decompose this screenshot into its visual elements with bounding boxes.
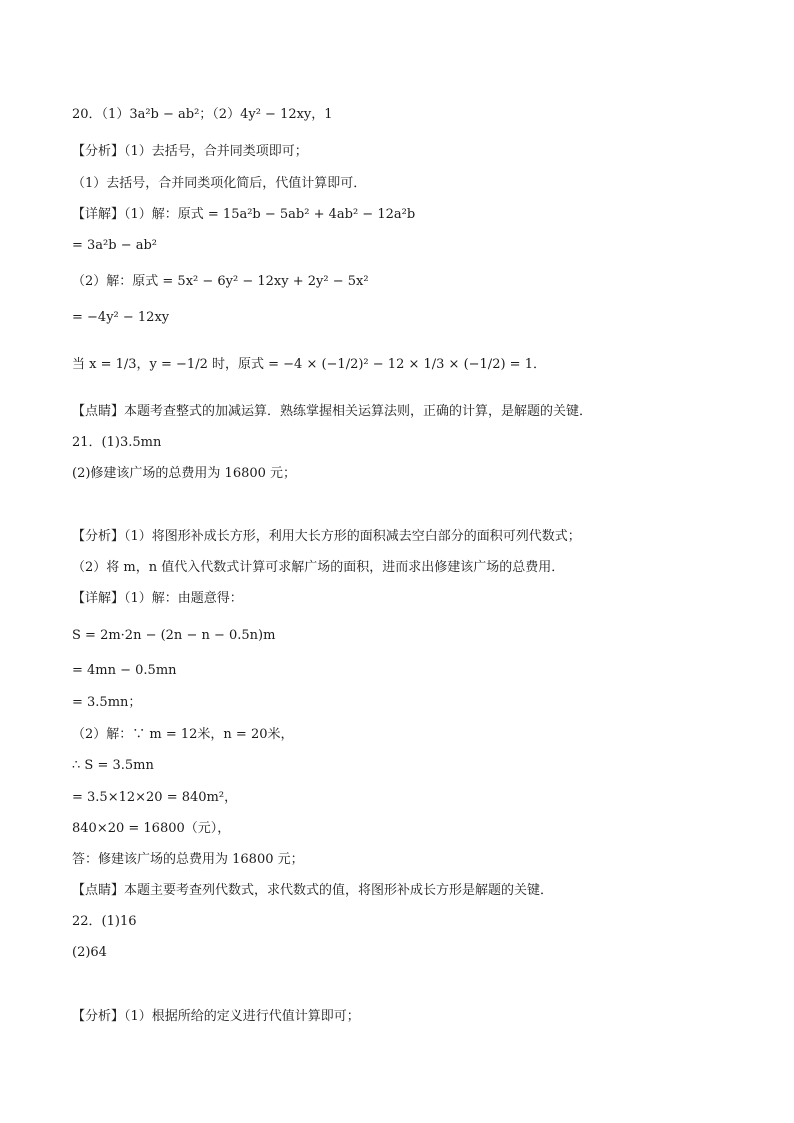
answer-22-part2: (2)64 bbox=[72, 945, 107, 960]
detail-21-intro: 【详解】（1）解：由题意得： bbox=[72, 591, 243, 606]
analysis-22: 【分析】（1）根据所给的定义进行代值计算即可； bbox=[72, 1009, 360, 1024]
detail-20-step3: （2）解：原式 = 5x² − 6y² − 12xy + 2y² − 5x² bbox=[72, 274, 369, 289]
detail-21-step2: = 4mn − 0.5mn bbox=[72, 663, 177, 678]
detail-21-answer: 答：修建该广场的总费用为 16800 元； bbox=[72, 852, 304, 867]
detail-20-step2: = 3a²b − ab² bbox=[72, 238, 158, 253]
answer-21-part1: 21．(1)3.5mn bbox=[72, 435, 162, 450]
detail-21-step3: = 3.5mn； bbox=[72, 695, 142, 710]
detail-21-step7: 840×20 = 16800（元）， bbox=[72, 821, 231, 836]
comment-20: 【点睛】本题考查整式的加减运算．熟练掌握相关运算法则，正确的计算，是解题的关键． bbox=[72, 404, 593, 419]
detail-21-step5: ∴ S = 3.5mn bbox=[72, 758, 154, 773]
analysis-21: 【分析】（1）将图形补成长方形，利用大长方形的面积减去空白部分的面积可列代数式； bbox=[72, 529, 581, 544]
detail-20-step4: = −4y² − 12xy bbox=[72, 310, 170, 325]
detail-20-substitution: 当 x = 1/3，y = −1/2 时，原式 = −4 × (−1/2)² − 12 × 1/3 × (−1/2) = 1． bbox=[72, 357, 546, 372]
detail-20-step1: 【详解】（1）解：原式 = 15a²b − 5ab² + 4ab² − 12a²b bbox=[72, 207, 416, 222]
comment-21: 【点睛】本题主要考查列代数式，求代数式的值，将图形补成长方形是解题的关键． bbox=[72, 883, 554, 898]
analysis-21-line2: （2）将 m，n 值代入代数式计算可求解广场的面积，进而求出修建该广场的总费用． bbox=[72, 560, 565, 575]
analysis-20-line2: （1）去括号，合并同类项化简后，代值计算即可． bbox=[72, 176, 367, 191]
answer-21-part2: (2)修建该广场的总费用为 16800 元； bbox=[72, 466, 297, 481]
analysis-20: 【分析】（1）去括号，合并同类项即可； bbox=[72, 144, 308, 159]
detail-21-step1: S = 2m·2n − (2n − n − 0.5n)m bbox=[72, 628, 276, 643]
detail-21-step4: （2）解：∵ m = 12米，n = 20米， bbox=[72, 727, 294, 742]
answer-22-part1: 22．(1)16 bbox=[72, 914, 137, 929]
detail-21-step6: = 3.5×12×20 = 840m²， bbox=[72, 790, 238, 805]
answer-20: 20．（1）3a²b − ab²；（2）4y² − 12xy，1 bbox=[72, 107, 333, 122]
